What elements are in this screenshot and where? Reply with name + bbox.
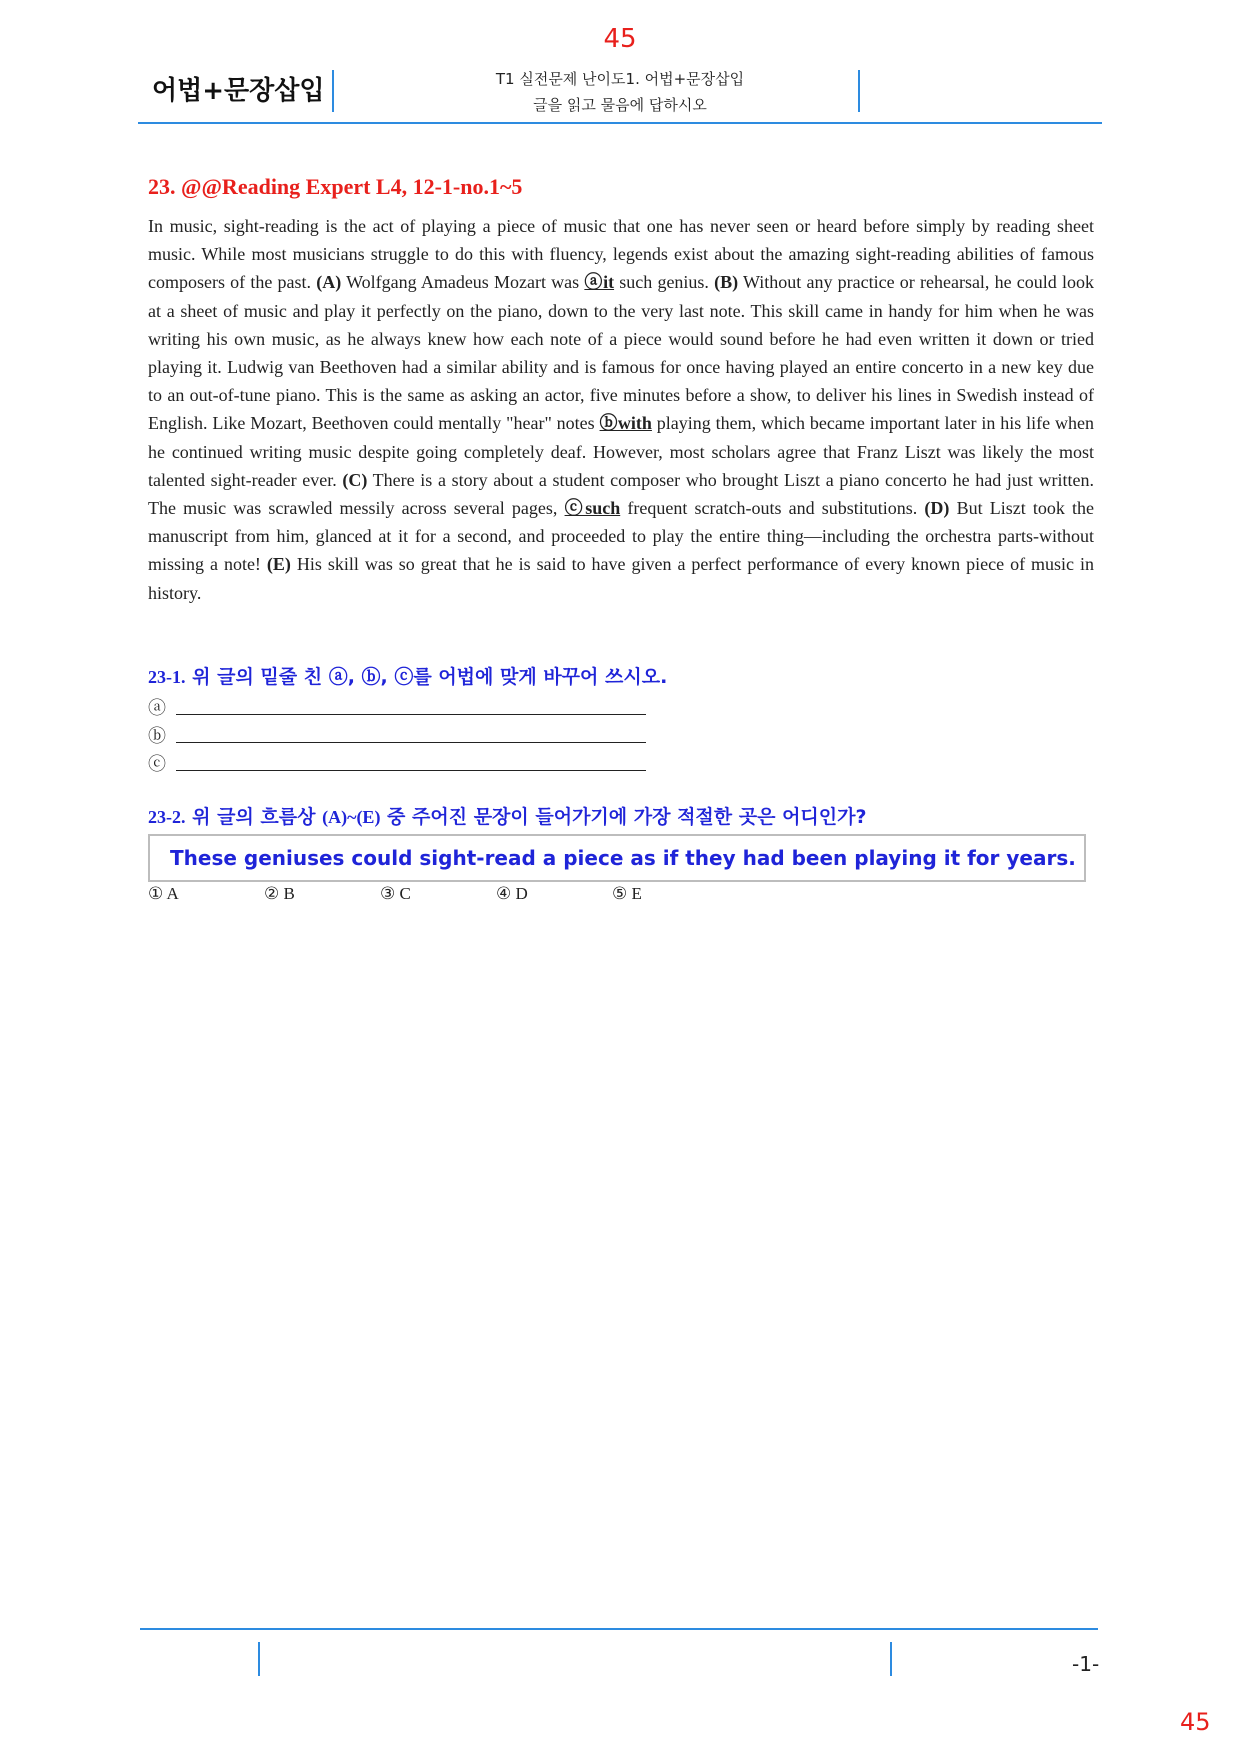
answer-rule-c [176, 770, 646, 771]
insertion-marker: (C) [342, 469, 368, 490]
underlined-word: ⓑwith [599, 413, 652, 434]
insertion-marker: (D) [924, 498, 950, 519]
answer-line-a[interactable] [148, 694, 166, 720]
answer-rule-b [176, 742, 646, 743]
header-subtitle-line2: 글을 읽고 물음에 답하시오 [533, 96, 707, 114]
passage-text: His skill was so great that he is said to have given a perfect performance of every known piece of music in history. [148, 554, 1094, 603]
answer-marker-b: ⓑ [148, 726, 166, 746]
insert-sentence: These geniuses could sight-read a piece as if they had been playing it for years. [170, 846, 1076, 870]
insertion-marker: (A) [316, 272, 342, 293]
passage-text: Without any practice or rehearsal, he could look at a sheet of music and play it perfectly on the piano, down to the very last note. This skill came in handy for him when he was writing his own music, as he always knew how each note of a piece would sound before he had even written it down or tried playing it. Ludwig van Beethoven had a similar ability and is famous for once having played an entire concerto in a new key due to an out-of-tune piano. This is the same as asking an actor, five minutes before a show, to deliver his lines in Swedish instead of English. Like Mozart, Beethoven could mentally "hear" notes [148, 272, 1094, 434]
header-subtitle [420, 66, 820, 118]
question-23-1-number: 23-1. [148, 667, 186, 687]
underlined-word: ⓒsuch [564, 498, 621, 519]
question-title: 23. @@Reading Expert L4, 12-1-no.1~5 [148, 174, 523, 199]
answer-rule-a [176, 714, 646, 715]
question-23-1-title [148, 662, 667, 689]
page-number-bottom: 45 [1180, 1708, 1211, 1736]
insert-sentence-box [148, 834, 1086, 882]
question-23-2-number: 23-2. [148, 807, 186, 827]
option-3[interactable]: ③ C [380, 884, 411, 903]
passage-text: In music, sight-reading is the act of playing a piece of music that one has never seen or heard before simply by reading sheet music. While most musicians struggle to do this with fluency, legends exist about the amazing sight-reading abilities of famous composers of the past. [148, 216, 1094, 293]
answer-marker-c: ⓒ [148, 754, 166, 774]
header-divider-right [858, 70, 860, 112]
footer-divider-right [890, 1642, 892, 1676]
answer-marker-a: ⓐ [148, 698, 166, 718]
passage-text: But Liszt took the manuscript from him, glanced at it for a second, and proceeded to play the entire thing—including the orchestra parts-without missing a note! [148, 498, 1094, 575]
option-1[interactable]: ① A [148, 884, 179, 903]
passage-text: playing them, which became important later in his life when he continued writing music despite going completely deaf. However, most scholars agree that Franz Liszt was likely the most talented sight-reader ever. [148, 413, 1094, 490]
header-rule [138, 122, 1102, 124]
answer-line-c[interactable] [148, 750, 166, 776]
page-number-top: 45 [603, 24, 637, 54]
insertion-marker: (E) [266, 554, 291, 575]
option-2[interactable]: ② B [264, 884, 295, 903]
option-5[interactable]: ⑤ E [612, 884, 642, 903]
passage-text: such genius. [614, 272, 715, 293]
header-divider-left [332, 70, 334, 112]
footer-divider-left [258, 1642, 260, 1676]
section-title: 어법+문장삽입 [152, 76, 325, 106]
insertion-marker: (B) [714, 272, 739, 293]
option-4[interactable]: ④ D [496, 884, 528, 903]
question-23-1-text: 위 글의 밑줄 친 ⓐ, ⓑ, ⓒ를 어법에 맞게 바꾸어 쓰시오. [185, 666, 668, 688]
question-23-2-range: (A)~(E) [322, 807, 381, 827]
header-subtitle-line1: T1 실전문제 난이도1. 어법+문장삽입 [495, 70, 745, 88]
question-23-2-text-b: 중 주어진 문장이 들어가기에 가장 적절한 곳은 어디인가? [380, 806, 867, 828]
footer-rule [140, 1628, 1098, 1630]
passage-text: Wolfgang Amadeus Mozart was [341, 272, 585, 293]
underlined-word: ⓐit [584, 272, 615, 293]
question-23-2-title [148, 802, 867, 829]
question-23-2-text-a: 위 글의 흐름상 [185, 806, 323, 828]
answer-line-b[interactable] [148, 722, 166, 748]
passage-text: frequent scratch-outs and substitutions. [620, 498, 925, 519]
passage [148, 212, 1094, 607]
passage-text: There is a story about a student composer who brought Liszt a piano concerto he had just written. The music was scrawled messily across several pages, [148, 469, 1094, 519]
footer-page-label: -1- [1072, 1652, 1100, 1676]
